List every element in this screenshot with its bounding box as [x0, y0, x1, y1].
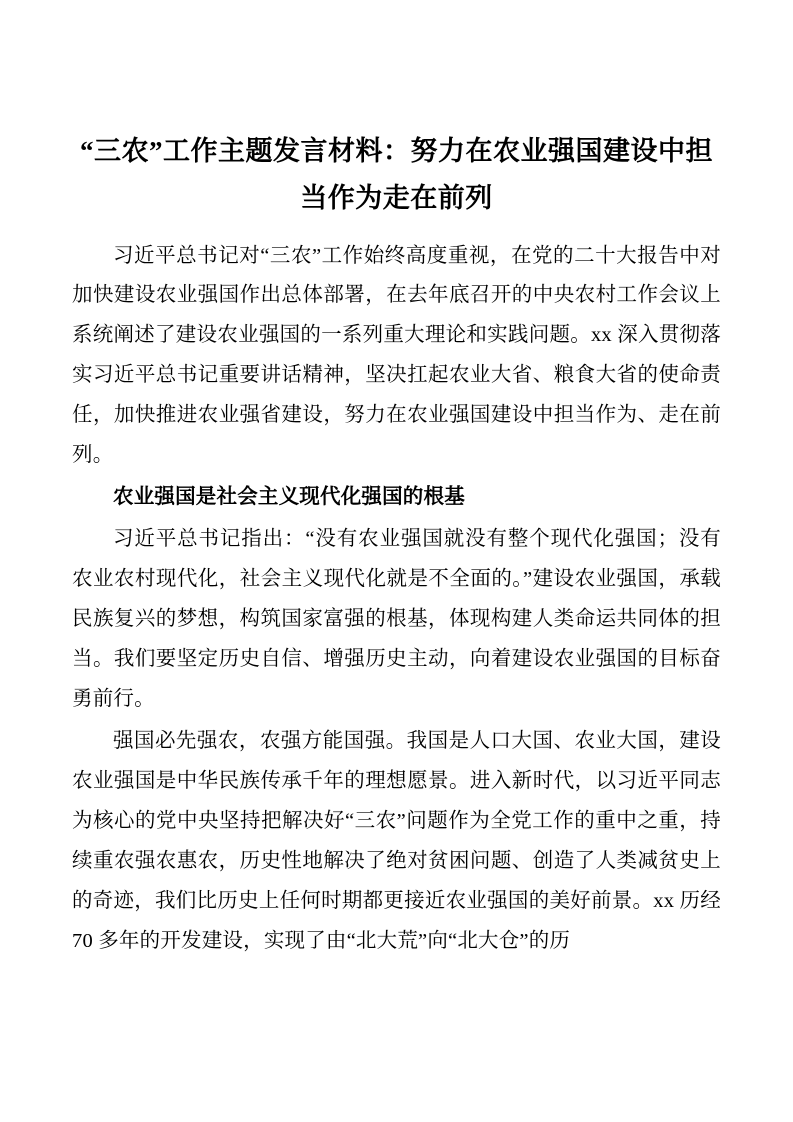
page-title: “三农”工作主题发言材料：努力在农业强国建设中担当作为走在前列 — [80, 136, 713, 214]
paragraph-1: 习近平总书记对“三农”工作始终高度重视，在党的二十大报告中对加快建设农业强国作出总体部署，在去年底召开的中央农村工作会议上系统阐述了建设农业强国的一系列重大理论和实践问题。xx 深入贯彻落实习近平总书记重要讲话精神，坚决扛起农业大省、粮食大省的使命责任，加快推进农业强省建设，努力在农业强国建设中担当作为、走在前列。 — [72, 244, 721, 467]
paragraph-2: 习近平总书记指出：“没有农业强国就没有整个现代化强国；没有农业农村现代化，社会主义现代化就是不全面的。”建设农业强国，承载民族复兴的梦想，构筑国家富强的根基，体现构建人类命运共同体的担当。我们要坚定历史自信、增强历史主动，向着建设农业强国的目标奋勇前行。 — [72, 528, 721, 711]
section-heading-1: 农业强国是社会主义现代化强国的根基 — [113, 486, 465, 509]
paragraph-3: 强国必先强农，农强方能国强。我国是人口大国、农业大国，建设农业强国是中华民族传承千年的理想愿景。进入新时代，以习近平同志为核心的党中央坚持把解决好“三农”问题作为全党工作的重中之重，持续重农强农惠农，历史性地解决了绝对贫困问题、创造了人类减贫史上的奇迹，我们比历史上任何时期都更接近农业强国的美好前景。xx 历经 70 多年的开发建设，实现了由“北大荒”向“北大仓”的历 — [72, 730, 721, 952]
